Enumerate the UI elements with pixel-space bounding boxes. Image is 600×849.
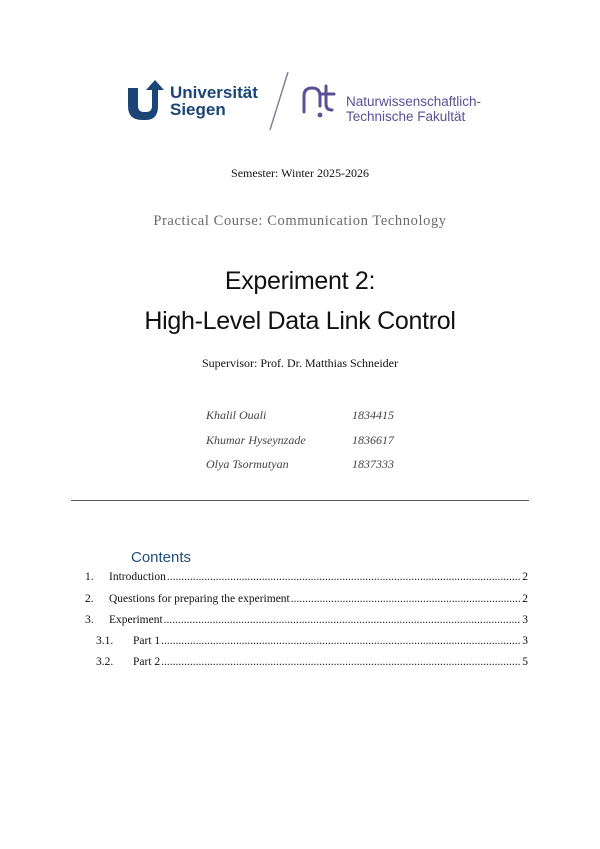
toc-entry-part-1[interactable]	[96, 635, 528, 651]
university-name-line2: Siegen	[170, 100, 226, 119]
toc-entry-introduction[interactable]	[85, 571, 528, 587]
toc-entry-page: 3	[522, 635, 528, 647]
toc-entry-number: 2.	[85, 593, 94, 605]
author-id: 1834415	[352, 408, 394, 422]
document-title-line2: High-Level Data Link Control	[144, 307, 456, 335]
toc-entry-title: Part 2	[133, 656, 161, 668]
toc-entry-title: Introduction	[109, 571, 166, 583]
toc-entry-page: 2	[522, 571, 528, 583]
university-siegen-logo	[126, 78, 261, 122]
author-name: Khalil Ouali	[206, 408, 267, 422]
toc-entry-questions[interactable]	[85, 593, 528, 609]
faculty-logo	[300, 82, 490, 124]
document-title-line1: Experiment 2:	[224, 267, 376, 295]
toc-leader-dots	[164, 614, 522, 626]
university-logo-mark-icon	[126, 78, 166, 122]
toc-entry-part-2[interactable]	[96, 656, 528, 672]
toc-entry-title: Part 1	[133, 635, 161, 647]
toc-entry-page: 2	[522, 593, 528, 605]
toc-entry-number: 1.	[85, 571, 94, 583]
faculty-name	[346, 94, 481, 124]
contents-heading: Contents	[131, 549, 192, 566]
toc-entry-page: 5	[522, 656, 528, 668]
faculty-nt-mark-icon	[300, 82, 344, 124]
toc-leader-dots	[161, 656, 521, 668]
toc-entry-number: 3.1.	[96, 635, 114, 647]
faculty-name-line2: Technische Fakultät	[346, 109, 466, 124]
author-id: 1836617	[352, 433, 394, 447]
toc-entry-number: 3.	[85, 614, 94, 626]
toc-entry-experiment[interactable]	[85, 614, 528, 630]
author-name: Olya Tsormutyan	[206, 457, 289, 471]
author-id: 1837333	[352, 457, 394, 471]
supervisor-line: Supervisor: Prof. Dr. Matthias Schneider	[202, 356, 398, 370]
author-name: Khumar Hyseynzade	[206, 433, 306, 447]
semester-line: Semester: Winter 2025-2026	[231, 166, 369, 180]
university-name-line1: Universität	[170, 83, 258, 102]
faculty-name-line1: Naturwissenschaftlich-	[346, 94, 482, 109]
toc-entry-page: 3	[522, 614, 528, 626]
course-title: Practical Course: Communication Technology	[153, 213, 447, 229]
logo-divider-slash	[266, 70, 292, 132]
university-name	[170, 84, 258, 118]
toc-leader-dots	[291, 593, 522, 605]
horizontal-divider	[71, 500, 529, 501]
toc-entry-title: Experiment	[109, 614, 163, 626]
toc-entry-number: 3.2.	[96, 656, 114, 668]
toc-entry-title: Questions for preparing the experiment	[109, 593, 290, 605]
toc-leader-dots	[161, 635, 521, 647]
toc-leader-dots	[167, 571, 521, 583]
